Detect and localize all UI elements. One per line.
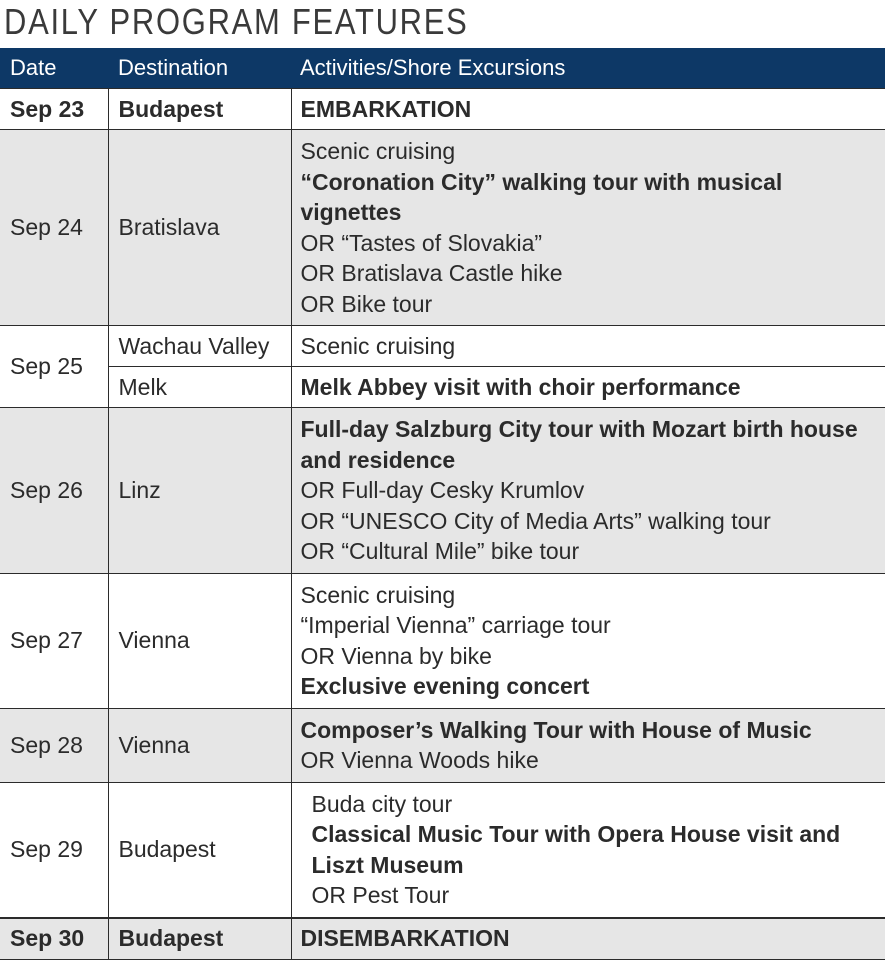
activity-line: OR Vienna Woods hike	[300, 747, 539, 773]
activity-cell: EMBARKATION	[291, 89, 885, 130]
activity-line: OR Bratislava Castle hike	[300, 260, 563, 286]
date-cell: Sep 29	[0, 782, 108, 918]
destination-cell: Bratislava	[108, 130, 291, 326]
activity-line: Exclusive evening concert	[300, 673, 590, 699]
table-row	[0, 130, 885, 326]
destination-cell: Wachau Valley	[108, 326, 291, 367]
table-row	[0, 573, 885, 708]
date-cell: Sep 23	[0, 89, 108, 130]
table-row	[0, 708, 885, 782]
activity-line: Scenic cruising	[300, 138, 456, 164]
date-cell: Sep 24	[0, 130, 108, 326]
activity-line: OR “Cultural Mile” bike tour	[300, 538, 580, 564]
activity-line: OR Full-day Cesky Krumlov	[300, 477, 585, 503]
activity-line: OR Bike tour	[300, 290, 433, 317]
date-cell: Sep 28	[0, 708, 108, 782]
destination-cell: Budapest	[108, 918, 291, 960]
activity-line: OR “Tastes of Slovakia”	[300, 229, 543, 256]
table-row	[0, 918, 885, 960]
activity-cell	[291, 708, 885, 782]
table-row	[0, 89, 885, 130]
date-cell: Sep 26	[0, 408, 108, 574]
activity-line: Scenic cruising	[300, 581, 456, 608]
table-header-row	[0, 48, 885, 89]
destination-cell: Melk	[108, 367, 291, 408]
destination-cell: Vienna	[108, 573, 291, 708]
date-cell: Sep 25	[0, 326, 108, 408]
itinerary-table	[0, 48, 885, 960]
destination-cell: Budapest	[108, 89, 291, 130]
activity-cell: Scenic cruising	[291, 326, 885, 367]
activity-cell	[291, 408, 885, 574]
table-row	[0, 408, 885, 574]
destination-cell: Budapest	[108, 782, 291, 918]
activity-cell	[291, 130, 885, 326]
activity-line: OR “UNESCO City of Media Arts” walking tour	[300, 507, 771, 534]
table-row	[0, 367, 885, 408]
column-header-date: Date	[0, 48, 108, 89]
date-cell: Sep 30	[0, 918, 108, 960]
activity-line: Full-day Salzburg City tour with Mozart birth house and residence	[300, 416, 858, 473]
activity-line: Composer’s Walking Tour with House of Music	[300, 716, 812, 743]
table-row	[0, 782, 885, 918]
activity-cell	[291, 782, 885, 918]
page-title: DAILY PROGRAM FEATURES	[4, 1, 469, 42]
activity-cell	[291, 573, 885, 708]
destination-cell: Vienna	[108, 708, 291, 782]
activity-cell: DISEMBARKATION	[291, 918, 885, 960]
date-cell: Sep 27	[0, 573, 108, 708]
activity-line: Classical Music Tour with Opera House visit and Liszt Museum	[311, 821, 841, 878]
activity-line: “Imperial Vienna” carriage tour	[300, 612, 611, 638]
destination-cell: Linz	[108, 408, 291, 574]
table-row	[0, 326, 885, 367]
activity-cell: Melk Abbey visit with choir performance	[291, 367, 885, 408]
activity-line: OR Pest Tour	[311, 882, 450, 908]
activity-line: OR Vienna by bike	[300, 642, 492, 669]
activity-line: “Coronation City” walking tour with musical vignettes	[300, 168, 783, 225]
column-header-destination: Destination	[108, 48, 291, 89]
column-header-activities: Activities/Shore Excursions	[291, 48, 885, 89]
activity-line: Buda city tour	[311, 790, 453, 817]
